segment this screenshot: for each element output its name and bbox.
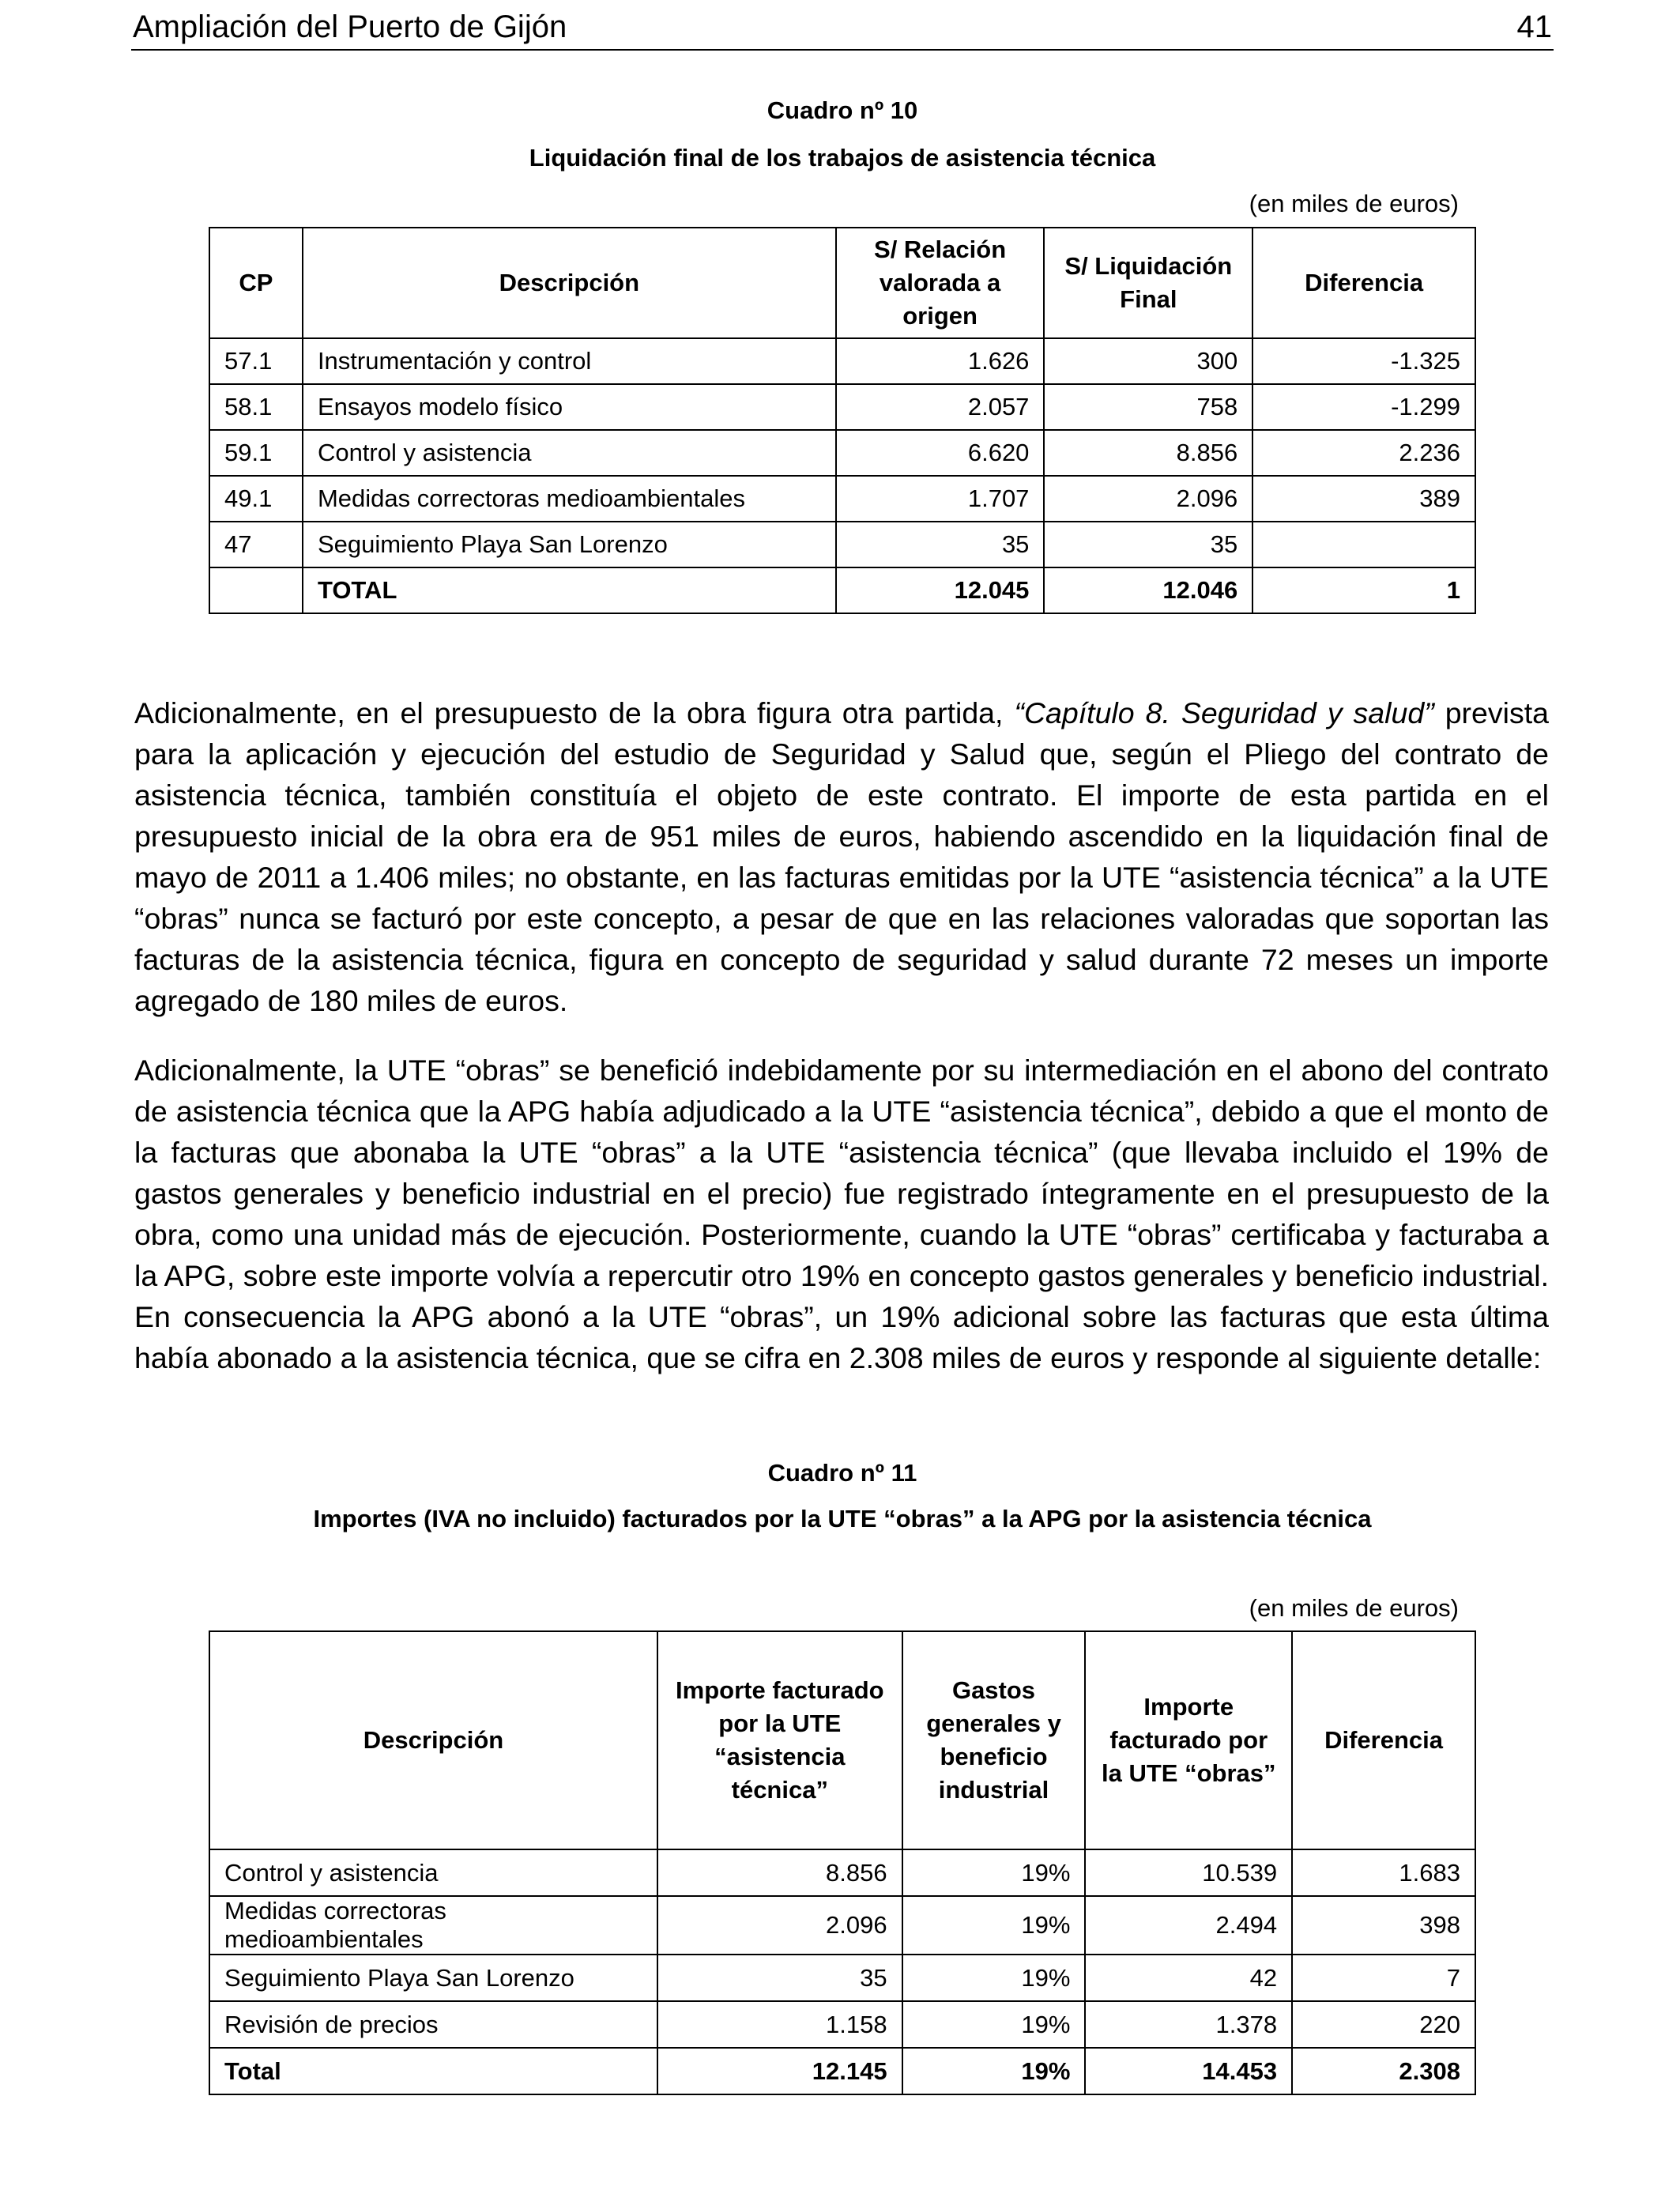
cell-gastos: 19% [902,1849,1086,1896]
cell-diferencia: 398 [1292,1896,1475,1955]
table10-header-descripcion: Descripción [303,228,836,338]
table10-units: (en miles de euros) [1249,190,1459,217]
table-total-row [209,567,1475,613]
table10-caption-number: Cuadro nº 10 [767,96,918,124]
table10-header-liquidacion: S/ Liquidación Final [1044,228,1252,338]
cell-cp: 57.1 [209,338,303,384]
cell-diferencia: 1 [1252,567,1475,613]
cell-diferencia: -1.325 [1252,338,1475,384]
cell-relacion: 35 [836,522,1045,567]
table-row [209,384,1475,430]
cell-gastos: 19% [902,2001,1086,2048]
cell-diferencia [1252,522,1475,567]
cell-importe-obras: 42 [1085,1955,1292,2001]
paragraph-1-italic: “Capítulo 8. Seguridad y salud” [1014,696,1434,729]
table11-caption-title: Importes (IVA no incluido) facturados por la UTE “obras” a la APG por la asistencia técnica [313,1505,1372,1532]
table11-header-diferencia: Diferencia [1292,1631,1475,1849]
cell-diferencia: 7 [1292,1955,1475,2001]
cell-liquidacion: 8.856 [1044,430,1252,476]
cell-importe-obras: 14.453 [1085,2048,1292,2094]
paragraph-1-start: Adicionalmente, en el presupuesto de la obra figura otra partida, [134,696,1015,729]
cell-descripcion: TOTAL [303,567,836,613]
cell-cp: 59.1 [209,430,303,476]
paragraph-1 [134,692,1549,1021]
cell-descripcion: Total [209,2048,657,2094]
cell-importe-at: 2.096 [657,1896,902,1955]
table10-caption-title: Liquidación final de los trabajos de asistencia técnica [529,144,1156,172]
cell-descripcion: Seguimiento Playa San Lorenzo [209,1955,657,2001]
cell-liquidacion: 300 [1044,338,1252,384]
cell-cp [209,567,303,613]
page-header [131,6,1554,51]
table-row [209,1849,1475,1896]
table11-header-descripcion: Descripción [209,1631,657,1849]
cell-importe-at: 12.145 [657,2048,902,2094]
cell-diferencia: 220 [1292,2001,1475,2048]
cell-descripcion: Control y asistencia [303,430,836,476]
table-row [209,430,1475,476]
page-number: 41 [1516,9,1552,44]
cell-importe-obras: 10.539 [1085,1849,1292,1896]
cell-descripcion: Revisión de precios [209,2001,657,2048]
cell-cp: 47 [209,522,303,567]
table-row [209,476,1475,522]
table10-header-cp: CP [209,228,303,338]
table11-header-importe-at: Importe facturado por la UTE “asistencia técnica” [657,1631,902,1849]
cell-importe-at: 35 [657,1955,902,2001]
cell-gastos: 19% [902,1896,1086,1955]
cell-descripcion: Medidas correctoras medioambientales [303,476,836,522]
table-row [209,2001,1475,2048]
cell-cp: 58.1 [209,384,303,430]
cell-gastos: 19% [902,1955,1086,2001]
cell-descripcion: Medidas correctoras medioambientales [209,1896,657,1955]
cell-diferencia: 2.236 [1252,430,1475,476]
cell-importe-obras: 1.378 [1085,2001,1292,2048]
cell-liquidacion: 35 [1044,522,1252,567]
table10 [209,227,1476,614]
table11-units: (en miles de euros) [1249,1594,1459,1622]
table11 [209,1630,1476,2095]
table-row [209,1955,1475,2001]
cell-relacion: 12.045 [836,567,1045,613]
cell-descripcion: Control y asistencia [209,1849,657,1896]
table10-header-diferencia: Diferencia [1252,228,1475,338]
cell-relacion: 1.626 [836,338,1045,384]
cell-gastos: 19% [902,2048,1086,2094]
cell-liquidacion: 2.096 [1044,476,1252,522]
cell-importe-obras: 2.494 [1085,1896,1292,1955]
table11-header-gastos: Gastos generales y beneficio industrial [902,1631,1086,1849]
cell-liquidacion: 758 [1044,384,1252,430]
cell-diferencia: 389 [1252,476,1475,522]
cell-cp: 49.1 [209,476,303,522]
cell-diferencia: 2.308 [1292,2048,1475,2094]
table11-header-row [209,1631,1475,1849]
cell-importe-at: 8.856 [657,1849,902,1896]
paragraph-1-rest: prevista para la aplicación y ejecución del estudio de Seguridad y Salud que, según el Pliego del contrato de asistencia técnica, también constituía el objeto de este contrato. El importe de esta partida en el presupuesto inicial de la obra era de 951 miles de euros, habiendo ascendido en la liquidación final de mayo de 2011 a 1.406 miles; no obstante, en las facturas emitidas por la UTE “asistencia técnica” a la UTE “obras” nunca se facturó por este concepto, a pesar de que en las relaciones valoradas que soportan las facturas de la asistencia técnica, figura en concepto de seguridad y salud durante 72 meses un importe agregado de 180 miles de euros. [134,696,1549,1017]
table-row [209,1896,1475,1955]
table-row [209,522,1475,567]
cell-diferencia: 1.683 [1292,1849,1475,1896]
table-row [209,338,1475,384]
table11-header-importe-obras: Importe facturado por la UTE “obras” [1085,1631,1292,1849]
cell-diferencia: -1.299 [1252,384,1475,430]
table10-header-row [209,228,1475,338]
cell-descripcion: Instrumentación y control [303,338,836,384]
cell-descripcion: Seguimiento Playa San Lorenzo [303,522,836,567]
table-total-row [209,2048,1475,2094]
document-title: Ampliación del Puerto de Gijón [133,9,567,44]
table11-caption-number: Cuadro nº 11 [767,1459,917,1487]
paragraph-2: Adicionalmente, la UTE “obras” se benefició indebidamente por su intermediación en el abono del contrato de asistencia técnica que la APG había adjudicado a la UTE “asistencia técnica”, debido a que el monto de la facturas que abonaba la UTE “obras” a la UTE “asistencia técnica” (que llevaba incluido el 19% de gastos generales y beneficio industrial en el precio) fue registrado íntegramente en el presupuesto de la obra, como una unidad más de ejecución. Posteriormente, cuando la UTE “obras” certificaba y facturaba a la APG, sobre este importe volvía a repercutir otro 19% en concepto gastos generales y beneficio industrial. En consecuencia la APG abonó a la UTE “obras”, un 19% adicional sobre las facturas que esta última había abonado a la asistencia técnica, que se cifra en 2.308 miles de euros y responde al siguiente detalle: [134,1054,1549,1374]
cell-liquidacion: 12.046 [1044,567,1252,613]
cell-descripcion: Ensayos modelo físico [303,384,836,430]
cell-importe-at: 1.158 [657,2001,902,2048]
cell-relacion: 6.620 [836,430,1045,476]
table10-header-relacion: S/ Relación valorada a origen [836,228,1045,338]
cell-relacion: 2.057 [836,384,1045,430]
cell-relacion: 1.707 [836,476,1045,522]
